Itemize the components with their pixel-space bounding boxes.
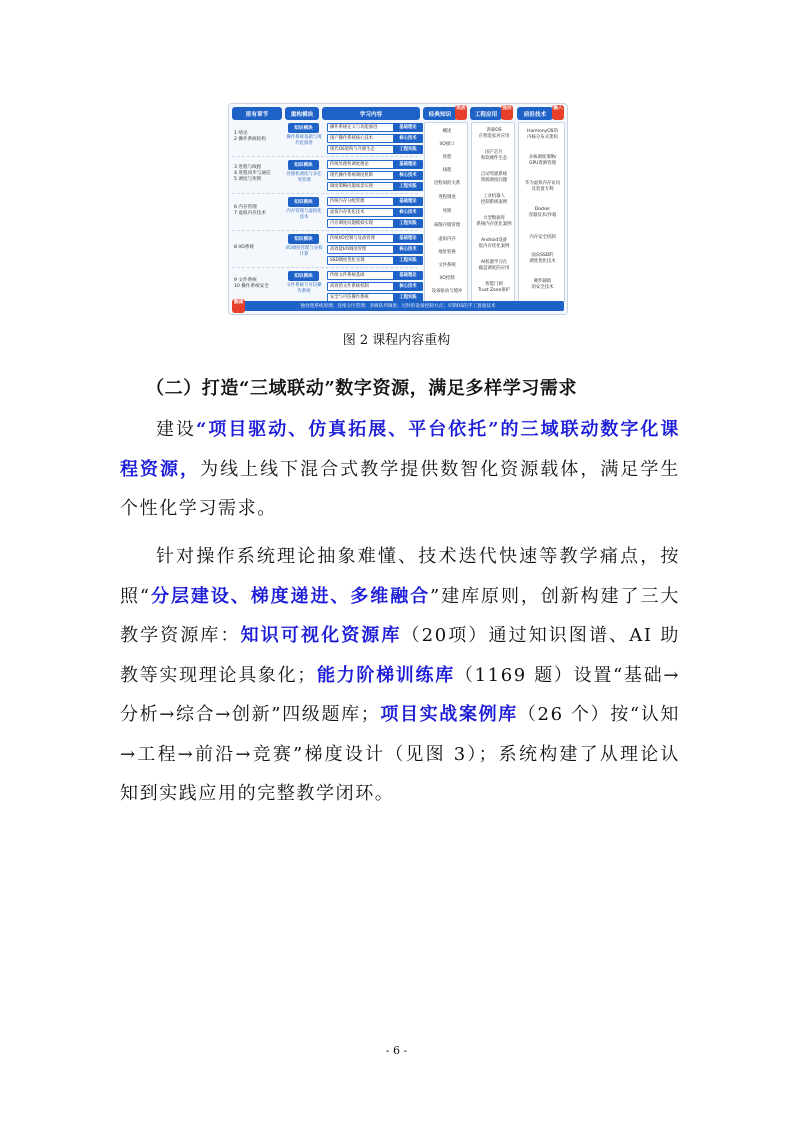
classic-item-2: I/O接口 [439, 142, 455, 147]
header-frontier-technology: 前沿技术 [517, 107, 553, 120]
row3-tag-3: 工程实践 [393, 219, 423, 228]
row1-module-badge: 知识模块 [288, 123, 319, 133]
classic-item-5: 进程间的关系 [433, 181, 461, 186]
row2-content-1: 传统处理机调度理论 [327, 160, 401, 169]
row2-content-3: 调度策略问题场景实现 [327, 182, 401, 191]
p2-text-2: （20项）通过知识图谱、AI 助教等实现理论具象化； [120, 625, 680, 686]
row5-tag-3: 工程实践 [393, 293, 423, 302]
badge-deleted: 删减 [232, 299, 245, 313]
frontier-item-4: Docker 容器技术/沙箱 [528, 207, 557, 218]
row5-module-badge: 知识模块 [288, 271, 319, 281]
p2-highlight-3: 能力阶梯训练库 [316, 664, 455, 686]
p1-highlight-1: “项目驱动、仿真拓展、平台依托”的三域联动数字化课程资源， [120, 419, 680, 480]
row5-chapter-1: 9 文件系统 [234, 278, 257, 283]
badge-qiangji: 强技 [501, 105, 513, 120]
eng-item-3: 自动驾驶系统 资源调度问题 [480, 172, 508, 183]
p2-highlight-4: 项目实战案例库 [380, 704, 518, 725]
row1-content-3: 现代OS架构与开源生态 [327, 145, 401, 154]
row3-tag-1: 基础理论 [393, 197, 423, 206]
classic-item-7: 死锁 [442, 209, 452, 214]
row4-tag-3: 工程实践 [393, 256, 423, 265]
p1-text-0: 建设 [156, 419, 196, 440]
row3-module-text: 内存管理与虚拟化技术 [286, 209, 322, 220]
row2-module-badge: 知识模块 [288, 160, 319, 170]
p2-highlight-2: 知识可视化资源库 [240, 625, 402, 646]
eng-item-6: Android设备 低内存优化案例 [478, 238, 510, 249]
eng-item-2: 国产芯片 和软硬件生态 [480, 150, 508, 161]
eng-item-7: AI机器学习在 磁盘调度的应用 [478, 260, 510, 271]
classic-item-3: 进程 [442, 155, 452, 160]
figure-row-3 [232, 195, 418, 231]
row4-content-2: 高效能I/O调度管理 [327, 245, 401, 254]
row1-content-2: 国产操作系统核心技术 [327, 134, 401, 143]
page-number: - 6 - [385, 1044, 408, 1057]
row2-tag-3: 工程实践 [393, 182, 423, 191]
row3-content-2: 虚拟内存优化技术 [327, 208, 401, 217]
classic-item-12: I/O控制 [439, 276, 455, 281]
figure-caption: 图 2 课程内容重构 [342, 333, 451, 348]
row1-module-text: 操作系统基础与现代化演进 [286, 135, 322, 146]
classic-item-1: 概述 [442, 129, 452, 134]
row3-module-badge: 知识模块 [288, 197, 319, 207]
eng-item-5: 大型数据库 系统内存优化案例 [476, 216, 512, 227]
figure-row-4 [232, 232, 418, 268]
classic-item-9: 虚拟内存 [438, 237, 456, 242]
section-heading: （二）打造“三域联动”数字资源，满足多样学习需求 [146, 378, 578, 399]
row5-content-2: 高效的文件系统机制 [327, 282, 401, 291]
row2-content-2: 现代操作系统调度机制 [327, 171, 401, 180]
header-engineering-application: 工程应用 [470, 107, 502, 120]
figure-row-5 [232, 269, 418, 303]
row3-chapter-1: 6 内存管理 [234, 205, 257, 210]
row2-module-text: 处理机调度与多任务管理 [286, 172, 322, 183]
classic-item-10: 地址转换 [438, 250, 456, 255]
row2-chapter-1: 3 进程与线程 [234, 165, 262, 170]
paragraph-1 [120, 410, 680, 529]
classic-item-11: 文件系统 [438, 263, 456, 268]
header-original-chapters: 原有章节 [232, 107, 282, 120]
row5-content-1: 传统文件系统基础 [327, 271, 401, 280]
frontier-item-6: 面向SSD的 调度优化技术 [529, 253, 556, 264]
row3-tag-2: 核心技术 [393, 208, 423, 217]
frontier-item-7: 硬件辅助 的安全技术 [531, 279, 554, 290]
paragraph-2 [120, 537, 680, 814]
classic-knowledge-column [424, 122, 468, 303]
p1-text-1: 为线上线下混合式教学提供数智化资源载体，满足学生个性化学习需求。 [120, 458, 680, 519]
row3-content-1: 传统内存分配管理 [327, 197, 401, 206]
classic-item-8: 离散存储管理 [433, 223, 461, 228]
classic-item-6: 进程调度 [438, 195, 456, 200]
row1-tag-1: 基础理论 [393, 123, 423, 132]
badge-rongru: 融入 [552, 105, 564, 120]
row2-tag-1: 基础理论 [393, 160, 423, 169]
row1-content-1: 操作系统定义与功能演进 [327, 123, 401, 132]
row4-chapter-1: 8 I/O系统 [234, 245, 255, 250]
header-learning-content: 学习内容 [322, 107, 420, 120]
eng-item-4: 工业机器人 控制系统案例 [480, 194, 508, 205]
eng-item-8: 智能门锁 Trust Zone保护 [478, 282, 510, 293]
frontier-item-3: 华为虚拟内存访问 及装置专利 [524, 181, 561, 192]
classic-item-4: 线程 [442, 168, 452, 173]
deleted-content-bar [232, 301, 564, 311]
row2-tag-2: 核心技术 [393, 171, 423, 180]
row2-chapter-2: 4 进程同步与通信 [234, 171, 271, 176]
row5-content-3: 安全与可信操作系统 [327, 293, 401, 302]
row3-chapter-2: 7 虚拟内存技术 [234, 211, 266, 216]
frontier-technology-column [518, 122, 565, 303]
deleted-content-text: 独处理系统原理；连续分区管理；多级队列调度；过时的设备控制方式；早期OS的手工置面技术 [300, 304, 496, 309]
row2-chapter-3: 5 调度与死锁 [234, 177, 262, 182]
row4-module-badge: 知识模块 [288, 234, 319, 244]
header-restructured-modules: 重构模块 [285, 107, 319, 120]
p2-text-0: 针对操作系统理论抽象难懂、技术迭代快速等教学痛点，按照“ [120, 546, 680, 607]
row5-chapter-2: 10 操作系统安全 [234, 284, 269, 289]
p2-highlight-1: 分层建设、梯度递进、多维融合 [150, 585, 431, 607]
row5-module-text: 文件系统与可信操作系统 [286, 283, 322, 294]
row4-content-1: 传统I/O控制与设备管理 [327, 234, 401, 243]
row5-tag-2: 核心技术 [393, 282, 423, 291]
row1-tag-3: 工程实践 [393, 145, 423, 154]
p2-text-3: （1169 题）设置“基础→分析→综合→创新”四级题库； [120, 664, 681, 725]
row5-tag-1: 基础理论 [393, 271, 423, 280]
course-restructure-figure [228, 103, 568, 315]
eng-item-1: 鸿蒙OS 在智能家居应用 [478, 128, 510, 139]
engineering-application-column [471, 122, 515, 303]
classic-item-13: 设备驱动与缓冲 [431, 289, 463, 294]
p2-text-1: ”建库原则，创新构建了三大教学资源库： [120, 585, 680, 646]
frontier-item-5: 内存安全机制 [529, 235, 556, 240]
p2-text-4: （26 个）按“认知→工程→前沿→竞赛”梯度设计（见图 3）；系统构建了从理论认知到实践应用的完整教学闭环。 [120, 704, 681, 804]
header-classic-knowledge: 经典知识 [423, 107, 457, 120]
row4-tag-1: 基础理论 [393, 234, 423, 243]
row1-chapter-1: 1 绪论 [234, 131, 248, 136]
row4-module-text: I/O调度管理与异构计算 [285, 246, 323, 257]
row4-tag-2: 核心技术 [393, 245, 423, 254]
figure-row-2 [232, 158, 418, 194]
figure-row-1 [232, 121, 418, 157]
frontier-item-2: 多核调度策略/ GPU资源管理 [528, 155, 557, 166]
row3-content-3: 内存调度问题模拟实现 [327, 219, 401, 228]
frontier-item-1: HarmonyOS的 内核分布式架构 [527, 129, 558, 140]
badge-zhudi: 筑底 [455, 105, 467, 120]
row1-tag-2: 核心技术 [393, 134, 423, 143]
row1-chapter-2: 2 操作系统结构 [234, 137, 266, 142]
row4-content-3: SSD调度优化实现 [327, 256, 401, 265]
